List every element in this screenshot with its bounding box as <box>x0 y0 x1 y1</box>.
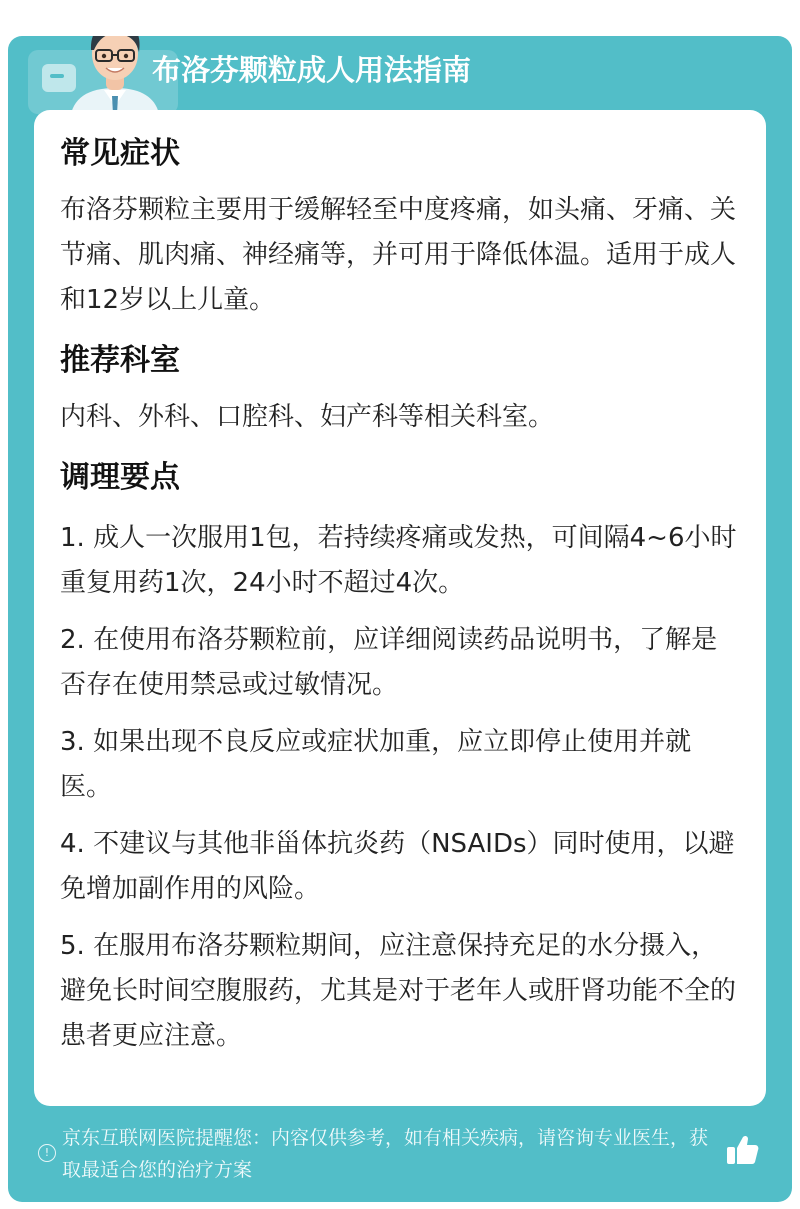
departments-paragraph: 内科、外科、口腔科、妇产科等相关科室。 <box>60 402 555 432</box>
list-item: 2. 在使用布洛芬颗粒前，应详细阅读药品说明书，了解是否存在使用禁忌或过敏情况。 <box>60 625 718 700</box>
symptoms-paragraph: 布洛芬颗粒主要用于缓解轻至中度疼痛，如头痛、牙痛、关节痛、肌肉痛、神经痛等，并可用于降低体温。适用于成人和12岁以上儿童。 <box>60 195 737 315</box>
disclaimer-footer <box>8 1116 792 1196</box>
section-title-care-points: 调理要点 <box>60 460 180 495</box>
list-item: 5. 在服用布洛芬颗粒期间，应注意保持充足的水分摄入，避免长时间空腹服药，尤其是对于老年人或肝肾功能不全的患者更应注意。 <box>60 931 737 1051</box>
content-card <box>34 110 766 1106</box>
list-item: 3. 如果出现不良反应或症状加重，应立即停止使用并就医。 <box>60 727 692 802</box>
page-title: 布洛芬颗粒成人用法指南 <box>152 53 472 87</box>
section-title-symptoms: 常见症状 <box>60 136 180 171</box>
disclaimer-text: 京东互联网医院提醒您：内容仅供参考，如有相关疾病，请咨询专业医生，获取最适合您的治疗方案 <box>62 1127 709 1181</box>
info-icon: ! <box>38 1144 56 1162</box>
thumbs-up-icon[interactable] <box>724 1132 760 1168</box>
list-item: 4. 不建议与其他非甾体抗炎药（NSAIDs）同时使用，以避免增加副作用的风险。 <box>60 829 735 904</box>
list-item: 1. 成人一次服用1包，若持续疼痛或发热，可间隔4~6小时重复用药1次，24小时不超过4次。 <box>60 523 737 598</box>
section-title-departments: 推荐科室 <box>60 343 180 378</box>
guide-panel <box>8 36 792 1202</box>
